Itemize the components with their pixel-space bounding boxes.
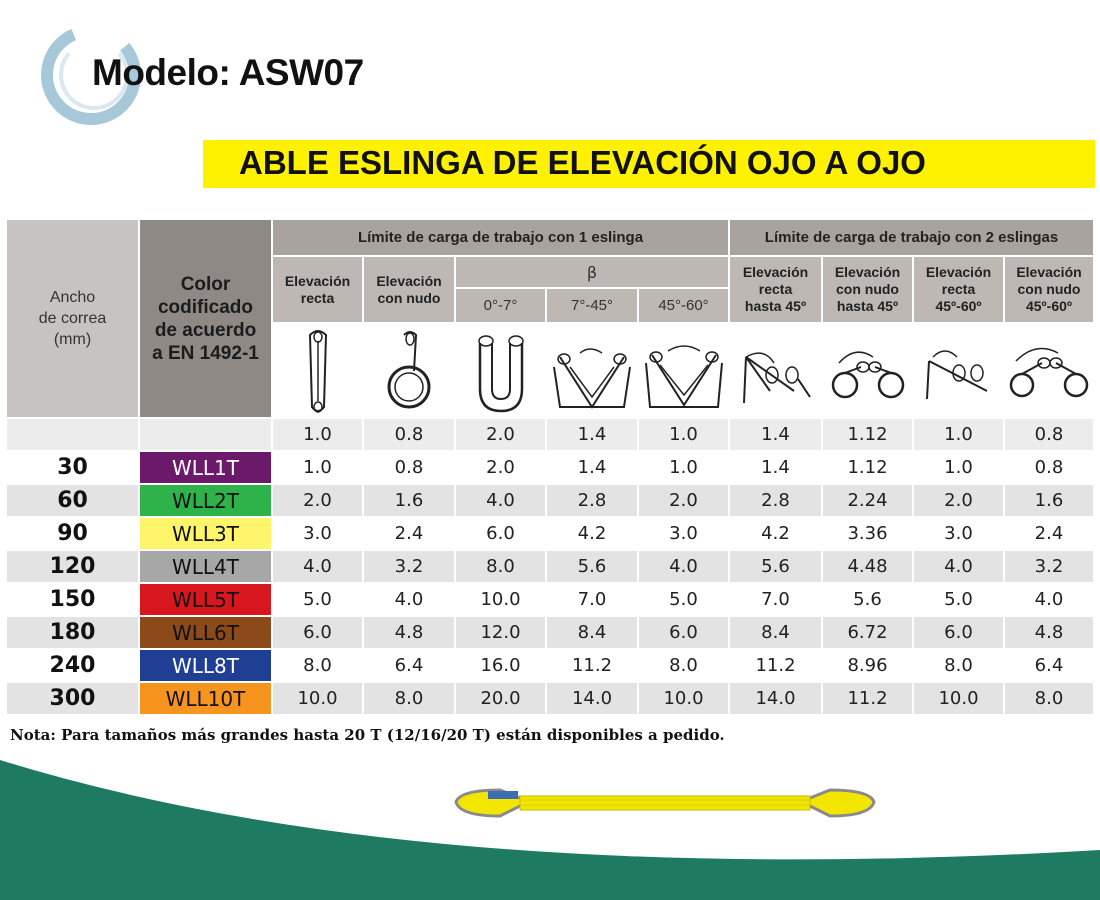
load-value-cell: 2.8 (546, 484, 638, 517)
factor-cell: 1.4 (729, 418, 822, 451)
load-value-cell: 5.6 (822, 583, 913, 616)
load-value-cell: 8.4 (546, 616, 638, 649)
load-value-cell: 4.2 (729, 517, 822, 550)
angle-7-45-header: 7°-45° (546, 288, 638, 323)
load-value-cell: 16.0 (455, 649, 546, 682)
load-value-cell: 6.0 (913, 616, 1004, 649)
load-value-cell: 4.8 (363, 616, 455, 649)
factor-cell: 1.12 (822, 418, 913, 451)
wll-color-badge: WLL6T (139, 616, 272, 649)
load-value-cell: 4.0 (455, 484, 546, 517)
angle-45-60-header: 45°-60° (638, 288, 729, 323)
width-cell: 240 (6, 649, 139, 682)
load-value-cell: 8.0 (363, 682, 455, 715)
width-cell: 60 (6, 484, 139, 517)
load-value-cell: 8.0 (455, 550, 546, 583)
load-value-cell: 1.12 (822, 451, 913, 484)
width-cell: 90 (6, 517, 139, 550)
wll-color-badge: WLL3T (139, 517, 272, 550)
factor-row-blank-2 (139, 418, 272, 451)
load-value-cell: 4.8 (1004, 616, 1094, 649)
footnote: Nota: Para tamaños más grandes hasta 20 T (12/16/20 T) están disponibles a pedido. (10, 726, 725, 744)
load-value-cell: 8.0 (638, 649, 729, 682)
load-value-cell: 3.2 (363, 550, 455, 583)
factor-row-blank (6, 418, 139, 451)
eye-sling-image (440, 770, 890, 836)
load-value-cell: 1.0 (638, 451, 729, 484)
one-sling-group-header: Límite de carga de trabajo con 1 eslinga (272, 219, 729, 256)
beta-angle-header: β (455, 256, 729, 288)
load-value-cell: 1.6 (363, 484, 455, 517)
model-title: Modelo: ASW07 (92, 52, 364, 93)
wll-color-badge: WLL1T (139, 451, 272, 484)
load-value-cell: 1.0 (913, 451, 1004, 484)
wll-color-badge: WLL2T (139, 484, 272, 517)
load-value-cell: 3.2 (1004, 550, 1094, 583)
two-leg-straight-icon (729, 323, 822, 418)
load-value-cell: 6.0 (638, 616, 729, 649)
basket-lift-icon (455, 323, 546, 418)
load-value-cell: 3.0 (913, 517, 1004, 550)
two-leg-straight-45-header: Elevación recta hasta 45º (729, 256, 822, 323)
factor-cell: 1.4 (546, 418, 638, 451)
load-value-cell: 3.0 (638, 517, 729, 550)
choke-lift-icon (363, 323, 455, 418)
table-row (6, 682, 1094, 715)
factor-cell: 2.0 (455, 418, 546, 451)
width-cell: 300 (6, 682, 139, 715)
load-value-cell: 2.4 (363, 517, 455, 550)
width-cell: 150 (6, 583, 139, 616)
two-leg-straight-60-header: Elevación recta 45º-60º (913, 256, 1004, 323)
banner-title: ABLE ESLINGA DE ELEVACIÓN OJO A OJO (239, 144, 926, 181)
load-value-cell: 2.0 (272, 484, 363, 517)
factor-cell: 1.0 (272, 418, 363, 451)
load-value-cell: 0.8 (363, 451, 455, 484)
width-cell: 30 (6, 451, 139, 484)
factor-cell: 0.8 (363, 418, 455, 451)
load-value-cell: 8.0 (913, 649, 1004, 682)
load-value-cell: 4.0 (363, 583, 455, 616)
table-row (6, 649, 1094, 682)
load-value-cell: 8.96 (822, 649, 913, 682)
load-value-cell: 8.4 (729, 616, 822, 649)
basket-angle-icon (546, 323, 638, 418)
load-value-cell: 6.4 (1004, 649, 1094, 682)
load-value-cell: 1.4 (546, 451, 638, 484)
table-row (6, 517, 1094, 550)
load-value-cell: 20.0 (455, 682, 546, 715)
load-value-cell: 10.0 (455, 583, 546, 616)
wll-color-badge: WLL4T (139, 550, 272, 583)
color-column-header: Color codificado de acuerdo a EN 1492-1 (139, 219, 272, 418)
load-value-cell: 2.8 (729, 484, 822, 517)
two-leg-choke-icon (822, 323, 913, 418)
two-sling-group-header: Límite de carga de trabajo con 2 eslingas (729, 219, 1094, 256)
load-value-cell: 10.0 (913, 682, 1004, 715)
width-cell: 120 (6, 550, 139, 583)
load-value-cell: 2.24 (822, 484, 913, 517)
load-value-cell: 0.8 (1004, 451, 1094, 484)
load-value-cell: 4.48 (822, 550, 913, 583)
load-value-cell: 2.0 (638, 484, 729, 517)
load-value-cell: 10.0 (272, 682, 363, 715)
load-value-cell: 5.6 (729, 550, 822, 583)
table-row (6, 550, 1094, 583)
factor-cell: 1.0 (638, 418, 729, 451)
wll-color-badge: WLL10T (139, 682, 272, 715)
table-row (6, 616, 1094, 649)
straight-lift-header: Elevación recta (272, 256, 363, 323)
load-value-cell: 4.0 (913, 550, 1004, 583)
straight-lift-icon (272, 323, 363, 418)
load-value-cell: 5.0 (913, 583, 1004, 616)
load-value-cell: 6.0 (455, 517, 546, 550)
table-row (6, 451, 1094, 484)
load-value-cell: 11.2 (729, 649, 822, 682)
load-value-cell: 5.0 (272, 583, 363, 616)
load-value-cell: 1.6 (1004, 484, 1094, 517)
load-value-cell: 5.6 (546, 550, 638, 583)
load-value-cell: 6.72 (822, 616, 913, 649)
table-row (6, 484, 1094, 517)
load-value-cell: 4.2 (546, 517, 638, 550)
choke-lift-header: Elevación con nudo (363, 256, 455, 323)
load-value-cell: 8.0 (1004, 682, 1094, 715)
two-leg-choke-45-header: Elevación con nudo hasta 45º (822, 256, 913, 323)
load-value-cell: 11.2 (546, 649, 638, 682)
two-leg-straight-wide-icon (913, 323, 1004, 418)
load-value-cell: 14.0 (546, 682, 638, 715)
title-banner (203, 140, 1095, 188)
load-value-cell: 6.4 (363, 649, 455, 682)
width-column-header: Ancho de correa (mm) (6, 219, 139, 418)
load-value-cell: 1.4 (729, 451, 822, 484)
load-value-cell: 6.0 (272, 616, 363, 649)
width-cell: 180 (6, 616, 139, 649)
load-value-cell: 7.0 (729, 583, 822, 616)
load-table (5, 218, 1095, 716)
basket-wide-angle-icon (638, 323, 729, 418)
wll-color-badge: WLL5T (139, 583, 272, 616)
load-value-cell: 4.0 (638, 550, 729, 583)
factor-cell: 1.0 (913, 418, 1004, 451)
load-value-cell: 2.4 (1004, 517, 1094, 550)
angle-0-7-header: 0°-7° (455, 288, 546, 323)
two-leg-choke-60-header: Elevación con nudo 45º-60º (1004, 256, 1094, 323)
load-value-cell: 10.0 (638, 682, 729, 715)
load-value-cell: 14.0 (729, 682, 822, 715)
load-value-cell: 11.2 (822, 682, 913, 715)
load-value-cell: 7.0 (546, 583, 638, 616)
load-value-cell: 1.0 (272, 451, 363, 484)
table-row (6, 583, 1094, 616)
load-value-cell: 8.0 (272, 649, 363, 682)
two-leg-choke-wide-icon (1004, 323, 1094, 418)
load-value-cell: 3.36 (822, 517, 913, 550)
factor-cell: 0.8 (1004, 418, 1094, 451)
load-value-cell: 4.0 (272, 550, 363, 583)
load-value-cell: 2.0 (455, 451, 546, 484)
load-value-cell: 3.0 (272, 517, 363, 550)
load-value-cell: 12.0 (455, 616, 546, 649)
load-value-cell: 2.0 (913, 484, 1004, 517)
wll-color-badge: WLL8T (139, 649, 272, 682)
load-value-cell: 4.0 (1004, 583, 1094, 616)
load-value-cell: 5.0 (638, 583, 729, 616)
